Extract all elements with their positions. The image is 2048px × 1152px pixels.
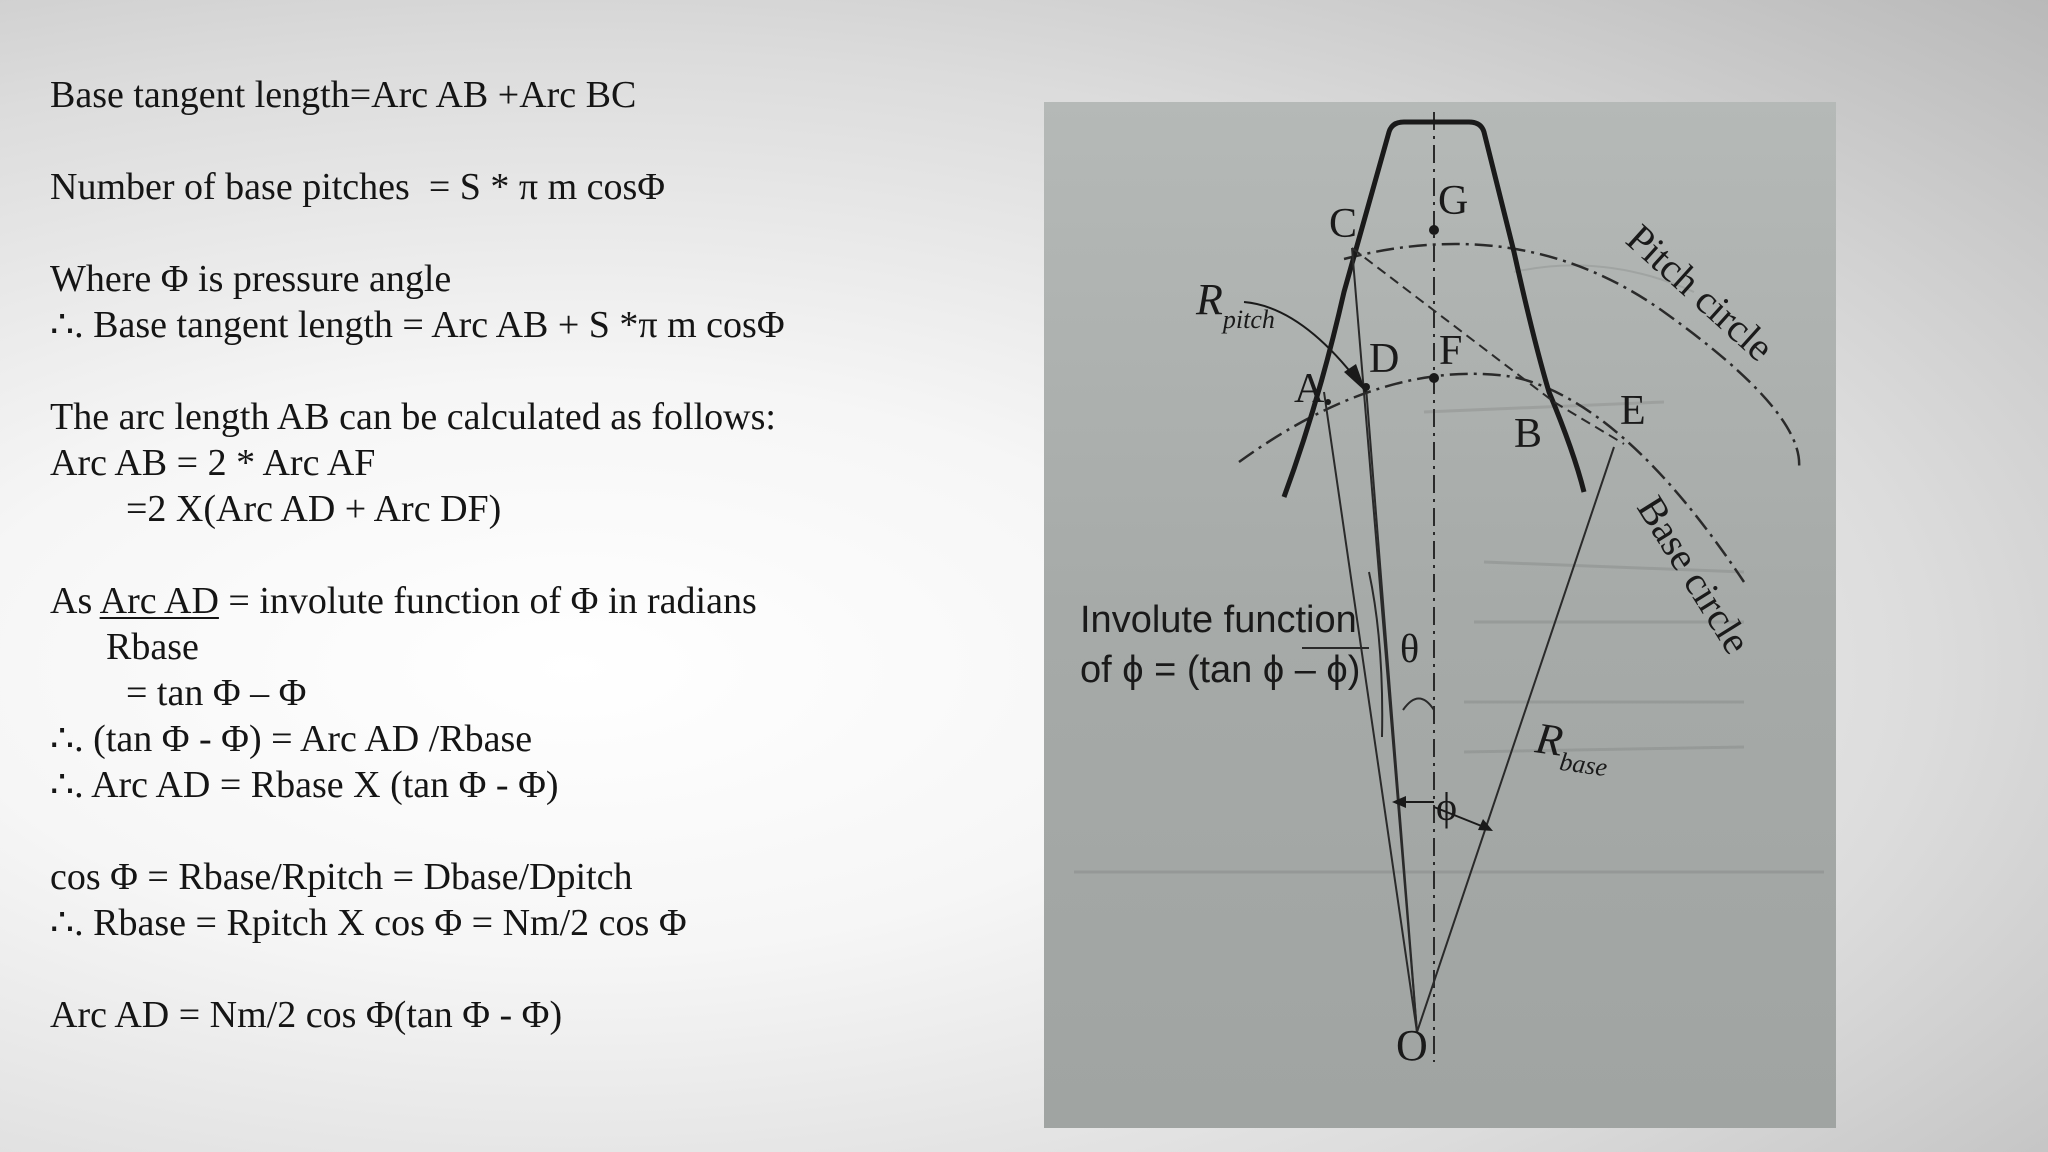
point-o-label: O — [1396, 1021, 1428, 1070]
r-pitch-label — [1195, 275, 1275, 334]
point-g-label: G — [1438, 178, 1469, 224]
equation-line: ∴. Base tangent length = Arc AB + S *π m cosΦ — [50, 304, 785, 346]
point-c-label: C — [1329, 201, 1358, 247]
point-d-label: D — [1369, 336, 1400, 382]
pitch-circle-arc — [1344, 244, 1799, 468]
equation-line: ∴. Rbase = Rpitch X cos Φ = Nm/2 cos Φ — [50, 902, 687, 944]
involute-label-line1: Involute function — [1080, 599, 1357, 641]
equation-line: cos Φ = Rbase/Rpitch = Dbase/Dpitch — [50, 856, 633, 898]
point-e-label: E — [1620, 388, 1646, 434]
theta-label: θ — [1400, 626, 1420, 671]
equation-line: Rbase — [106, 626, 199, 668]
equation-line: Where Φ is pressure angle — [50, 258, 452, 300]
r-pitch-main: R — [1196, 275, 1223, 324]
equation-line: =2 X(Arc AD + Arc DF) — [126, 488, 502, 530]
equation-line: Arc AB = 2 * Arc AF — [50, 442, 376, 484]
r-base-label — [1530, 713, 1613, 782]
equation-line: = tan Φ – Φ — [126, 672, 307, 714]
equation-line: ∴. Arc AD = Rbase X (tan Φ - Φ) — [50, 764, 559, 806]
equation-line: Base tangent length=Arc AB +Arc BC — [50, 74, 637, 116]
equation-line — [50, 582, 757, 620]
phi-label: ϕ — [1436, 784, 1458, 829]
equation-line: Number of base pitches = S * π m cosΦ — [50, 166, 666, 208]
equation-prefix: As — [50, 580, 100, 622]
point-b-label: B — [1514, 411, 1543, 457]
pitch-circle-label: Pitch circle — [1617, 215, 1783, 370]
point-f-label: F — [1439, 328, 1463, 374]
equation-line: The arc length AB can be calculated as follows: — [50, 396, 776, 438]
base-circle-label: Base circle — [1628, 487, 1761, 662]
involute-label-line2: of ϕ = (tan ϕ – ϕ) — [1080, 649, 1361, 691]
gear-tooth-diagram — [1044, 102, 1836, 1128]
r-base-main: R — [1532, 713, 1567, 766]
equation-line: Arc AD = Nm/2 cos Φ(tan Φ - Φ) — [50, 994, 563, 1036]
r-pitch-sub: pitch — [1222, 305, 1275, 334]
point-a-label: A — [1294, 366, 1325, 412]
underlined-term: Arc AD — [99, 580, 219, 622]
equation-line: ∴. (tan Φ - Φ) = Arc AD /Rbase — [50, 718, 533, 760]
equation-suffix: = involute function of Φ in radians — [218, 580, 757, 622]
r-base-sub: base — [1557, 746, 1610, 783]
